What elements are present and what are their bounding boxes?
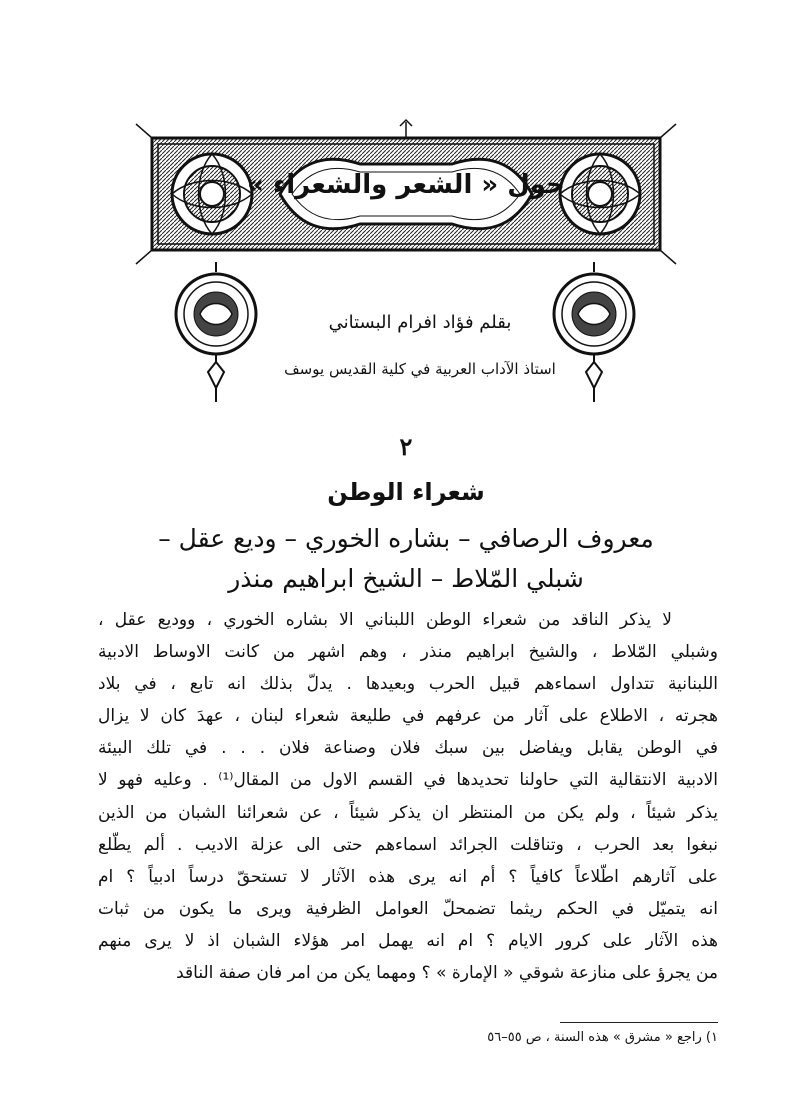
medallion-ornament-icon [170, 262, 262, 404]
section-title: شعراء الوطن [327, 478, 485, 506]
body-paragraph [98, 604, 718, 989]
author-role: استاذ الآداب العربية في كلية القديس يوسف [284, 360, 556, 378]
body-line: نبغوا بعد الحرب ، وتناقلت الجرائد اسماءهم حتى الى عزلة الاديب . ألم يطّلع [98, 834, 718, 855]
right-pendant-medallion [548, 262, 640, 404]
body-line: في الوطن يقابل ويفاضل بين سبك فلان وصناعة فلان . . . في تلك البيئة [98, 738, 718, 759]
footnote: ١) راجع « مشرق » هذه السنة ، ص ٥٥–٥٦ [487, 1030, 718, 1045]
body-line: الادبية الانتقالية التي حاولنا تحديدها في القسم الاول من المقال⁽¹⁾ . وعليه فهو لا [98, 770, 718, 791]
body-line: من يجرؤ على منازعة شوقي « الإمارة » ؟ ومهما يكن من امر فان صفة الناقد [176, 963, 718, 984]
footnote-divider [560, 1022, 718, 1023]
body-line: على آثارهم اطّلاعاً كافياً ؟ أم انه يرى هذه الآثار لا تستحقّ درساً ادبياً ؟ ام [98, 866, 718, 887]
body-line: يذكر شيئاً ، ولم يكن من المنتظر ان يذكر شيئاً ، عن شعرائنا الشبان من الذين [98, 802, 718, 823]
body-line: لا يذكر الناقد من شعراء الوطن اللبناني الا بشاره الخوري ، ووديع عقل ، [98, 610, 672, 630]
medallion-ornament-icon [548, 262, 640, 404]
body-line: هذه الآثار على كرور الايام ؟ ام انه يهمل امر هؤلاء الشبان اذ لا يرى منهم [98, 930, 718, 951]
left-pendant-medallion [170, 262, 262, 404]
body-line: انه يتميّل في الحكم ريثما تضمحلّ العوامل الظرفية ويرى ما يكون من ثبات [98, 898, 718, 919]
section-number: ٢ [399, 432, 413, 461]
body-line: هجرته ، الاطلاع على آثار من عرفهم في طليعة شعراء لبنان ، عهدَ كان لا يزال [98, 706, 718, 727]
ornamental-header-banner [130, 118, 682, 268]
body-line: اللبنانية تتداول اسماءهم قبيل الحرب وبعيدها . يدلّ بذلك انه تابع ، في بلاد [98, 674, 718, 695]
subtitle-line-1: معروف الرصافي – بشاره الخوري – وديع عقل – [158, 524, 654, 553]
subtitle-line-2: شبلي المّلاط – الشيخ ابراهيم منذر [228, 564, 584, 593]
body-line: وشبلي المّلاط ، والشيخ ابراهيم منذر ، وهم اشهر من كانت الاوساط الادبية [98, 642, 718, 663]
header-title: حول « الشعر والشعراء » [247, 170, 565, 200]
author-byline: بقلم فؤاد افرام البستاني [328, 312, 512, 333]
